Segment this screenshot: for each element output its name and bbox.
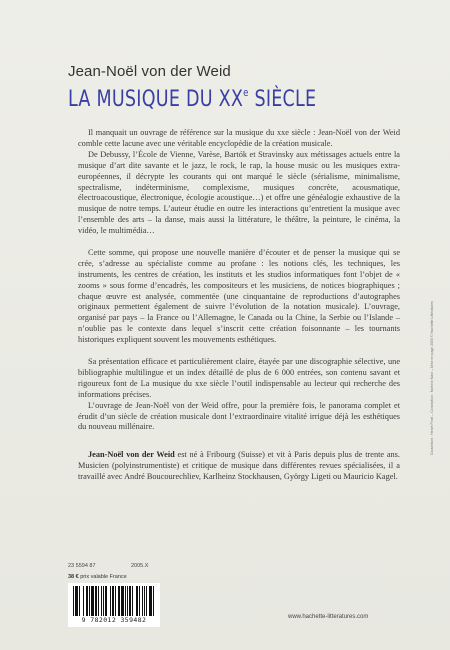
description-paragraph: L’ouvrage de Jean-Noël von der Weid offre, pour la première fois, le panorama complet et érudit d’un siècle de création musicale dont l’extraordinaire vitalité irrigue déjà les esthétiques du nouveau millénaire.	[78, 400, 400, 432]
bio-text: est né à Fribourg (Suisse) et vit à Paris depuis plus de trente ans. Musicien (polyinstrumentiste) et critique de musique dans différentes revues spécialisées, il a travaillé avec André Boucourechliev, Karlheinz Stockhausen, György Ligeti ou Mauricio Kagel.	[78, 450, 400, 481]
title-superscript: e	[243, 85, 249, 99]
author-bio	[78, 450, 400, 483]
author-name: Jean-Noël von der Weid	[68, 63, 231, 80]
title-main: LA MUSIQUE DU XX	[68, 86, 244, 112]
price-note: prix valable France	[78, 574, 127, 580]
title-end: SIÈCLE	[248, 86, 317, 112]
bio-paragraph	[78, 450, 400, 483]
isbn-number: 9 782012 359482	[81, 616, 147, 624]
price-label	[68, 574, 127, 580]
cover-credit: Couverture : Hervé Pinel – Conception : Noémie Nasr – Mise en page 2005 © Hachette Littératures	[430, 301, 434, 455]
bio-author-name: Jean-Noël von der Weid	[88, 450, 175, 459]
description-paragraph: De Debussy, l’École de Vienne, Varèse, Bartók et Stravinsky aux métissages actuels entre la musique d’art dite savante et le jazz, le rock, le rap, la house music ou les musiques extra-européennes, il décrypte les courants qui ont marqué le siècle (sérialisme, minimalisme, spectralisme, indéterminisme, complexisme, musiques concrète, acousmatique, électroacoustique, électronique, écologie acoustique…) et offre une généalogie exhaustive de la musique de notre temps. L’auteur étudie en outre les interactions qu’entretient la musique avec l’ensemble des arts – la danse, mais aussi la littérature, le théâtre, la peinture, le cinéma, la vidéo, le multimédia…	[78, 149, 400, 236]
description-block	[78, 128, 400, 433]
barcode-bars	[73, 586, 155, 616]
product-code: 23 5594 87	[68, 563, 96, 569]
description-paragraph: Sa présentation efficace et particulièrement claire, étayée par une discographie sélective, une bibliographie multilingue et un index détaillé de plus de 6 000 entrées, son contenu savant et rigoureux font de La musique du xxe siècle l’outil indispensable au lecteur qui recherche des informations précises.	[78, 357, 400, 399]
price-value: 38 €	[68, 574, 79, 580]
edition-code: 2005.X	[131, 563, 149, 569]
description-paragraph: Cette somme, qui propose une nouvelle manière d’écouter et de penser la musique qui se crée, s’adresse au spécialiste comme au profane : les notions clés, les techniques, les instruments, les centres de création, les instituts et les studios informatiques font l’objet de « zooms » sous forme d’encadrés, les compositeurs et les musiciens, de notices biographiques ; chaque œuvre est analysée, commentée (une cinquantaine de reproductions d’autographes originaux permettent également de suivre l’évolution de la notation musicale). L’ouvrage, organisé par pays – la France ou l’Allemagne, le Canada ou la Chine, la Serbie ou l’Islande – n’oublie pas le contexte dans lequel s’inscrit cette création foisonnante – les tournants historiques expliquent souvent les mouvements esthétiques.	[78, 247, 400, 345]
publisher-url: www.hachette-litteratures.com	[288, 614, 369, 620]
barcode	[68, 583, 160, 627]
book-title	[68, 86, 316, 112]
description-paragraph: Il manquait un ouvrage de référence sur la musique du xxe siècle : Jean-Noël von der Weid comble cette lacune avec une véritable encyclopédie de la création musicale.	[78, 128, 400, 148]
